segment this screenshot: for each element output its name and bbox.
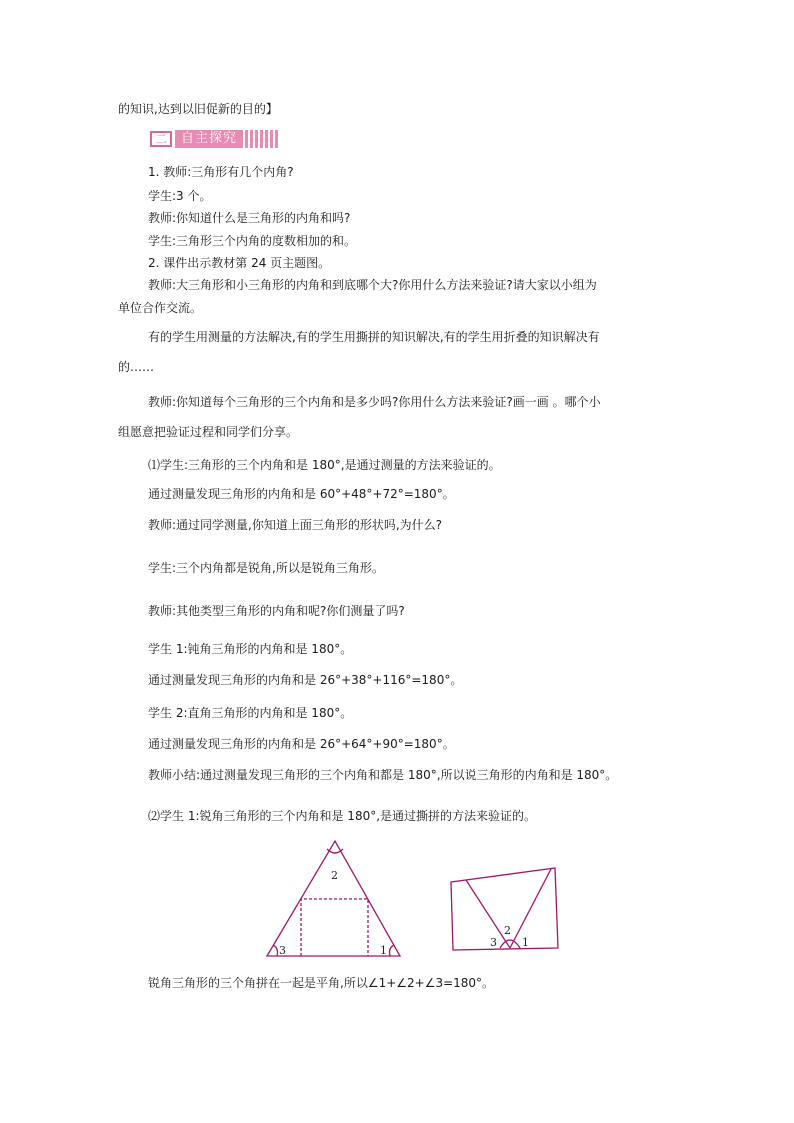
triangle-outline <box>267 841 400 956</box>
angle-label-3: 3 <box>490 936 497 949</box>
angle-arc-left <box>273 945 278 956</box>
angle-label-1: 1 <box>380 944 387 957</box>
paper-outline <box>451 868 558 950</box>
text-line: 教师小结:通过测量发现三角形的三个内角和都是 180°,所以说三角形的内角和是 180°。 <box>148 768 618 782</box>
angle-label-3: 3 <box>279 944 286 957</box>
text-line: 的知识,达到以旧促新的目的】 <box>118 102 278 116</box>
text-line: 教师:大三角形和小三角形的内角和到底哪个大?你用什么方法来验证?请大家以小组为 <box>148 278 597 292</box>
text-line: 学生 2:直角三角形的内角和是 180°。 <box>148 706 353 720</box>
text-line: 学生 1:钝角三角形的内角和是 180°。 <box>148 642 353 656</box>
text-line: 1. 教师:三角形有几个内角? <box>148 165 294 179</box>
section-header <box>150 129 279 149</box>
text-line: 通过测量发现三角形的内角和是 26°+38°+116°=180°。 <box>148 673 463 687</box>
text-line: 2. 课件出示教材第 24 页主题图。 <box>148 256 331 270</box>
acute-triangle-figure <box>264 835 404 960</box>
section-decoration <box>245 130 279 148</box>
angle-line-left <box>466 880 510 948</box>
text-line: 锐角三角形的三个角拼在一起是平角,所以∠1+∠2+∠3=180°。 <box>148 976 495 990</box>
text-line: 教师:通过同学测量,你知道上面三角形的形状吗,为什么? <box>148 518 443 532</box>
text-line: ⑴学生:三角形的三个内角和是 180°,是通过测量的方法来验证的。 <box>148 458 501 472</box>
text-line: 的…… <box>118 360 155 374</box>
text-line: 教师:你知道什么是三角形的内角和吗? <box>148 211 351 225</box>
inner-rectangle <box>301 899 368 956</box>
text-line: 有的学生用测量的方法解决,有的学生用撕拼的知识解决,有的学生用折叠的知识解决有 <box>148 330 600 344</box>
text-line: 单位合作交流。 <box>118 301 203 315</box>
text-line: ⑵学生 1:锐角三角形的三个内角和是 180°,是通过撕拼的方法来验证的。 <box>148 809 537 823</box>
text-line: 通过测量发现三角形的内角和是 26°+64°+90°=180°。 <box>148 737 455 751</box>
text-line: 教师:你知道每个三角形的三个内角和是多少吗?你用什么方法来验证?画一画 。哪个小 <box>148 395 601 409</box>
angle-line-right <box>510 869 551 948</box>
text-line: 学生:三角形三个内角的度数相加的和。 <box>148 234 357 248</box>
text-line: 教师:其他类型三角形的内角和呢?你们测量了吗? <box>148 604 405 618</box>
angle-label-2: 2 <box>331 869 338 882</box>
angle-label-1: 1 <box>522 936 529 949</box>
text-line: 学生:三个内角都是锐角,所以是锐角三角形。 <box>148 561 384 575</box>
text-line: 学生:3 个。 <box>148 189 212 203</box>
assembled-angles-figure <box>448 864 563 954</box>
angle-arc-right <box>390 945 395 956</box>
text-line: 通过测量发现三角形的内角和是 60°+48°+72°=180°。 <box>148 487 455 501</box>
text-line: 组愿意把验证过程和同学们分享。 <box>118 425 299 439</box>
angle-label-2: 2 <box>504 924 511 937</box>
section-number: 二 <box>150 131 172 147</box>
section-title: 自主探究 <box>175 130 243 148</box>
